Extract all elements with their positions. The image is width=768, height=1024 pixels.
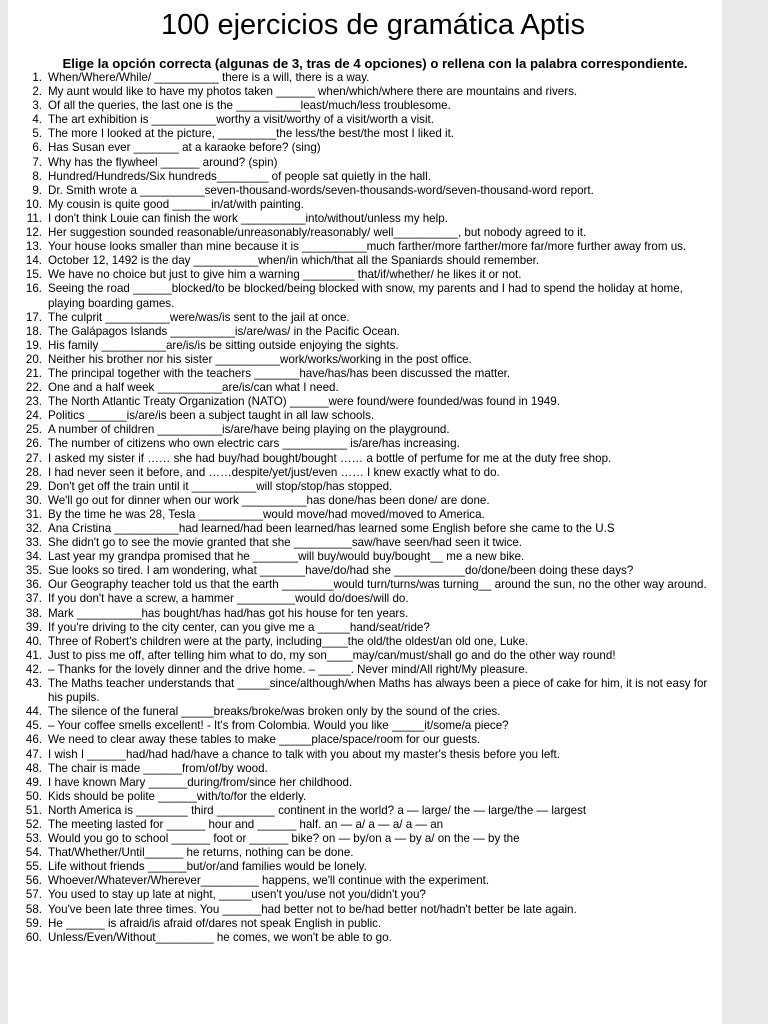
question-number: 46. bbox=[25, 733, 42, 747]
question-text: The culprit __________were/was/is sent to the jail at once. bbox=[48, 310, 350, 324]
question-number: 21. bbox=[25, 366, 42, 380]
question-text: By the time he was 28, Tesla __________would move/had moved/moved to America. bbox=[48, 507, 485, 521]
question-text: Politics ______is/are/is been a subject taught in all law schools. bbox=[48, 409, 375, 423]
question-item bbox=[8, 592, 720, 606]
question-number: 26. bbox=[25, 437, 42, 451]
question-number: 36. bbox=[25, 578, 42, 592]
question-text: The Maths teacher understands that _____since/although/when Maths has always been a piece of cake for him, it is not easy for his pupils. bbox=[48, 677, 708, 705]
question-item bbox=[8, 466, 720, 480]
question-number: 31. bbox=[25, 507, 42, 521]
question-number: 56. bbox=[25, 874, 42, 888]
question-text: Your house looks smaller than mine because it is __________much farther/more farther/more far/more further away from us. bbox=[48, 240, 687, 254]
question-item bbox=[8, 860, 720, 874]
question-item bbox=[8, 452, 720, 466]
question-number: 20. bbox=[25, 352, 42, 366]
question-text: The North Atlantic Treaty Organization (NATO) ______were found/were founded/was found in 1949. bbox=[48, 395, 560, 409]
question-number: 45. bbox=[25, 719, 42, 733]
question-item bbox=[8, 818, 720, 832]
question-text: If you're driving to the city center, can you give me a _____hand/seat/ride? bbox=[48, 620, 430, 634]
question-item bbox=[8, 423, 720, 437]
question-item bbox=[8, 719, 720, 733]
question-item bbox=[8, 874, 720, 888]
question-text: Hundred/Hundreds/Six hundreds________ of people sat quietly in the hall. bbox=[48, 169, 431, 183]
question-text: I don't think Louie can finish the work __________into/without/unless my help. bbox=[48, 211, 448, 225]
question-item bbox=[8, 748, 720, 762]
question-item bbox=[8, 395, 720, 409]
question-number: 48. bbox=[25, 761, 42, 775]
question-number: 8. bbox=[32, 169, 42, 183]
question-item bbox=[8, 663, 720, 677]
question-text: Has Susan ever _______ at a karaoke before? (sing) bbox=[48, 141, 321, 155]
question-item bbox=[8, 917, 720, 931]
question-text: Don't get off the train until it __________will stop/stop/has stopped. bbox=[48, 479, 393, 493]
question-text: Would you go to school ______ foot or ______ bike? on — by/on a — by a/ on the — by the bbox=[48, 832, 520, 846]
question-text: We have no choice but just to give him a warning ________ that/if/whether/ he likes it or not. bbox=[48, 268, 522, 282]
question-number: 39. bbox=[25, 620, 42, 634]
question-text: Last year my grandpa promised that he _______will buy/would buy/bought__ me a new bike. bbox=[48, 550, 525, 564]
question-number: 50. bbox=[25, 789, 42, 803]
question-number: 22. bbox=[25, 381, 42, 395]
question-item bbox=[8, 522, 720, 536]
question-item bbox=[8, 550, 720, 564]
question-item bbox=[8, 170, 720, 184]
question-number: 33. bbox=[25, 536, 42, 550]
question-number: 47. bbox=[25, 747, 42, 761]
question-text: Three of Robert's children were at the party, including____the old/the oldest/an old one, Luke. bbox=[48, 634, 529, 648]
question-number: 23. bbox=[25, 395, 42, 409]
question-text: My aunt would like to have my photos taken ______ when/which/where there are mountains and rivers. bbox=[48, 85, 578, 99]
question-number: 37. bbox=[25, 592, 42, 606]
question-item bbox=[8, 536, 720, 550]
question-number: 13. bbox=[25, 240, 42, 254]
question-number: 1. bbox=[32, 71, 42, 84]
question-number: 35. bbox=[25, 564, 42, 578]
question-number: 59. bbox=[25, 916, 42, 930]
question-number: 41. bbox=[25, 648, 42, 662]
question-text: He ______ is afraid/is afraid of/dares not speak English in public. bbox=[48, 916, 382, 930]
question-number: 58. bbox=[25, 902, 42, 916]
question-item bbox=[8, 85, 720, 99]
question-text: When/Where/While/ __________ there is a will, there is a way. bbox=[48, 71, 370, 84]
question-item bbox=[8, 903, 720, 917]
question-text: The meeting lasted for ______ hour and ______ half. an — a/ a — a/ a — an bbox=[48, 817, 444, 831]
question-number: 44. bbox=[25, 705, 42, 719]
question-text: Our Geography teacher told us that the earth ________would turn/turns/was turning__ around the sun, no the other way around. bbox=[48, 578, 707, 592]
question-text: The chair is made ______from/of/by wood. bbox=[48, 761, 268, 775]
question-item bbox=[8, 254, 720, 268]
document-page bbox=[8, 0, 722, 1024]
question-text: You used to stay up late at night, _____usen't you/use not you/didn't you? bbox=[48, 888, 426, 902]
question-item bbox=[8, 790, 720, 804]
question-item bbox=[8, 480, 720, 494]
question-number: 29. bbox=[25, 479, 42, 493]
question-item bbox=[8, 607, 720, 621]
question-item bbox=[8, 212, 720, 226]
question-text: Her suggestion sounded reasonable/unreasonably/reasonably/ well__________, but nobody agreed to it. bbox=[48, 226, 587, 240]
question-text: The number of citizens who own electric cars __________ is/are/has increasing. bbox=[48, 437, 460, 451]
question-text: I had never seen it before, and ……despite/yet/just/even …… I knew exactly what to do. bbox=[48, 465, 500, 479]
question-number: 52. bbox=[25, 817, 42, 831]
question-item bbox=[8, 381, 720, 395]
question-text: North America is ________ third _________ continent in the world? a — large/ the — large/the — largest bbox=[48, 803, 587, 817]
question-item bbox=[8, 156, 720, 170]
question-number: 60. bbox=[25, 930, 42, 944]
question-text: You've been late three times. You ______had better not to be/had better not/hadn't better be late again. bbox=[48, 902, 577, 916]
question-item bbox=[8, 282, 720, 310]
question-item bbox=[8, 184, 720, 198]
question-text: Of all the queries, the last one is the __________least/much/less troublesome. bbox=[48, 99, 451, 113]
question-text: – Thanks for the lovely dinner and the drive home. – _____. Never mind/All right/My pleasure. bbox=[48, 662, 528, 676]
question-item bbox=[8, 635, 720, 649]
question-item bbox=[8, 776, 720, 790]
question-text: Why has the flywheel ______ around? (spin) bbox=[48, 155, 278, 169]
question-item bbox=[8, 409, 720, 423]
question-text: Whoever/Whatever/Wherever_________ happens, we'll continue with the experiment. bbox=[48, 874, 490, 888]
question-number: 14. bbox=[25, 254, 42, 268]
question-number: 51. bbox=[25, 803, 42, 817]
page-title: 100 ejercicios de gramática Aptis bbox=[161, 9, 585, 41]
question-number: 9. bbox=[32, 183, 42, 197]
question-number: 38. bbox=[25, 606, 42, 620]
question-item bbox=[8, 733, 720, 747]
question-number: 55. bbox=[25, 860, 42, 874]
question-text: We'll go out for dinner when our work __________has done/has been done/ are done. bbox=[48, 493, 490, 507]
question-text: Life without friends ______but/or/and families would be lonely. bbox=[48, 860, 367, 874]
question-number: 7. bbox=[32, 155, 42, 169]
question-text: If you don't have a screw, a hammer _________would do/does/will do. bbox=[48, 592, 409, 606]
question-item bbox=[8, 367, 720, 381]
question-text: Kids should be polite ______with/to/for the elderly. bbox=[48, 789, 307, 803]
question-text: My cousin is quite good ______in/at/with painting. bbox=[48, 197, 304, 211]
question-number: 12. bbox=[25, 226, 42, 240]
question-item bbox=[8, 339, 720, 353]
question-number: 16. bbox=[25, 282, 42, 296]
question-text: – Your coffee smells excellent! - It's from Colombia. Would you like _____it/some/a piece? bbox=[48, 719, 509, 733]
question-item bbox=[8, 99, 720, 113]
question-item bbox=[8, 198, 720, 212]
question-item bbox=[8, 226, 720, 240]
question-text: Dr. Smith wrote a __________seven-thousand-words/seven-thousands-word/seven-thousand-word report. bbox=[48, 183, 594, 197]
question-number: 15. bbox=[25, 268, 42, 282]
question-item bbox=[8, 846, 720, 860]
question-text: Mark __________has bought/has had/has got his house for ten years. bbox=[48, 606, 409, 620]
question-item bbox=[8, 804, 720, 818]
question-item bbox=[8, 832, 720, 846]
question-item bbox=[8, 268, 720, 282]
instruction-text: Elige la opción correcta (algunas de 3, tras de 4 opciones) o rellena con la palabra correspondiente. bbox=[62, 56, 688, 71]
question-text: One and a half week __________are/is/can what I need. bbox=[48, 381, 339, 395]
question-number: 18. bbox=[25, 324, 42, 338]
question-number: 17. bbox=[25, 310, 42, 324]
question-item bbox=[8, 71, 720, 85]
question-number: 28. bbox=[25, 465, 42, 479]
question-text: Ana Cristina __________had learned/had been learned/has learned some English before she came to the U.S bbox=[48, 522, 615, 535]
question-text: The principal together with the teachers _______have/has/has been discussed the matter. bbox=[48, 366, 511, 380]
question-number: 43. bbox=[25, 677, 42, 691]
question-item bbox=[8, 127, 720, 141]
question-text: I wish I ______had/had had/have a chance to talk with you about my master's thesis before you left. bbox=[48, 747, 560, 761]
question-text: That/Whether/Until______ he returns, nothing can be done. bbox=[48, 846, 354, 860]
question-text: The art exhibition is __________worthy a visit/worthy of a visit/worth a visit. bbox=[48, 113, 434, 127]
question-item bbox=[8, 649, 720, 663]
question-item bbox=[8, 621, 720, 635]
question-item bbox=[8, 141, 720, 155]
question-number: 24. bbox=[25, 409, 42, 423]
question-number: 4. bbox=[32, 113, 42, 127]
question-text: We need to clear away these tables to make _____place/space/room for our guests. bbox=[48, 733, 481, 747]
question-item bbox=[8, 578, 720, 592]
question-item bbox=[8, 325, 720, 339]
question-number: 2. bbox=[32, 85, 42, 99]
question-item bbox=[8, 677, 720, 705]
question-item bbox=[8, 437, 720, 451]
question-item bbox=[8, 311, 720, 325]
question-text: Seeing the road ______blocked/to be blocked/being blocked with snow, my parents and I had to spend the holiday at home, playing boarding games. bbox=[48, 282, 683, 310]
question-text: The Galápagos Islands __________is/are/was/ in the Pacific Ocean. bbox=[48, 324, 400, 338]
question-item bbox=[8, 931, 720, 945]
question-number: 54. bbox=[25, 846, 42, 860]
question-text: She didn't go to see the movie granted that she _________saw/have seen/had seen it twice. bbox=[48, 536, 523, 550]
question-item bbox=[8, 564, 720, 578]
question-text: I have known Mary ______during/from/since her childhood. bbox=[48, 775, 353, 789]
question-text: Neither his brother nor his sister __________work/works/working in the post office. bbox=[48, 352, 472, 366]
question-number: 6. bbox=[32, 141, 42, 155]
question-number: 40. bbox=[25, 634, 42, 648]
question-number: 53. bbox=[25, 832, 42, 846]
question-item bbox=[8, 508, 720, 522]
question-text: His family __________are/is/is be sitting outside enjoying the sights. bbox=[48, 338, 399, 352]
question-number: 57. bbox=[25, 888, 42, 902]
question-item bbox=[8, 240, 720, 254]
question-item bbox=[8, 494, 720, 508]
question-item bbox=[8, 353, 720, 367]
question-number: 34. bbox=[25, 550, 42, 564]
question-text: I asked my sister if …… she had buy/had bought/bought …… a bottle of perfume for me at the duty free shop. bbox=[48, 451, 612, 465]
question-item bbox=[8, 762, 720, 776]
question-number: 32. bbox=[25, 522, 42, 535]
question-number: 25. bbox=[25, 423, 42, 437]
question-text: The more I looked at the picture, _________the less/the best/the most I liked it. bbox=[48, 127, 455, 141]
question-number: 30. bbox=[25, 493, 42, 507]
question-text: October 12, 1492 is the day __________when/in which/that all the Spaniards should remember. bbox=[48, 254, 540, 268]
question-number: 27. bbox=[25, 451, 42, 465]
question-number: 42. bbox=[25, 662, 42, 676]
question-number: 5. bbox=[32, 127, 42, 141]
question-text: A number of children __________is/are/have being playing on the playground. bbox=[48, 423, 450, 437]
question-list bbox=[8, 71, 720, 945]
question-text: The silence of the funeral _____breaks/broke/was broken only by the sound of the cries. bbox=[48, 705, 501, 719]
question-number: 3. bbox=[32, 99, 42, 113]
question-number: 19. bbox=[25, 338, 42, 352]
question-item bbox=[8, 113, 720, 127]
question-item bbox=[8, 888, 720, 902]
question-item bbox=[8, 705, 720, 719]
question-number: 49. bbox=[25, 775, 42, 789]
question-text: Sue looks so tired. I am wondering, what _______have/do/had she ___________do/done/been doing these days? bbox=[48, 564, 634, 578]
question-text: Unless/Even/Without_________ he comes, we won't be able to go. bbox=[48, 930, 392, 944]
question-text: Just to piss me off, after telling him what to do, my son____may/can/must/shall go and do the other way round! bbox=[48, 648, 616, 662]
question-number: 10. bbox=[25, 197, 42, 211]
question-number: 11. bbox=[26, 211, 42, 225]
